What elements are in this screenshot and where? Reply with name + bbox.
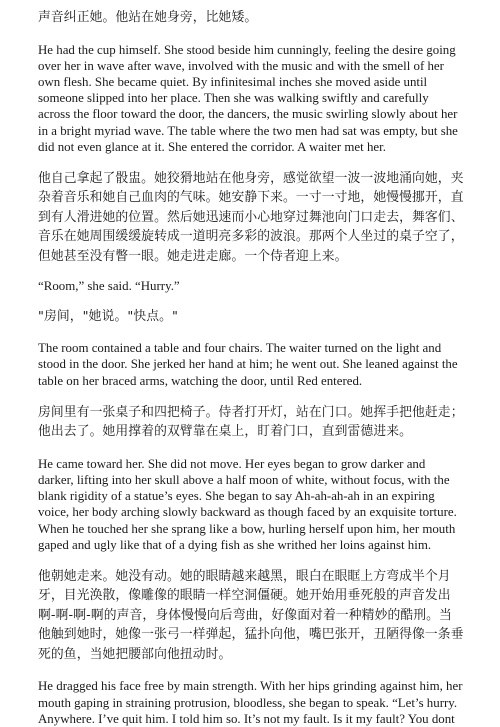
paragraph-en-5: He dragged his face free by main strength. With her hips grinding against him, her mouth gaping in straining protrusion, bloodless, she began to speak. “Let’s hurry. Anywhere. I’ve quit him. I told him so. It’s not my fault. Is it my fault? You dont [38,679,463,726]
paragraph-zh-2: 他自己拿起了骰盅。她狡猾地站在他身旁，感觉欲望一波一波地涌向她，夹杂着音乐和她自己血肉的气味。她安静下来。一寸一寸地，她慢慢挪开，直到有人滑进她的位置。然后她迅速而小心地穿过舞池向门口走去，舞客们、音乐在她周围缓缓旋转成一道明亮多彩的波浪。那两个人坐过的桌子空了，但她甚至没有瞥一眼。她走进走廊。一个侍者迎上来。 [38,170,464,264]
paragraph-zh-4: 房间里有一张桌子和四把椅子。侍者打开灯，站在门口。她挥手把他赶走；他出去了。她用撑着的双臂靠在桌上，盯着门口，直到雷德进来。 [38,404,464,440]
paragraph-zh-3: "房间，"她说。"快点。" [38,308,179,324]
paragraph-en-3: The room contained a table and four chairs. The waiter turned on the light and stood in the door. She jerked her hand at him; he went out. She leaned against the table on her braced arms, watching the door, until Red entered. [38,341,458,388]
paragraph-en-4: He came toward her. She did not move. Her eyes began to grow darker and darker, lifting into her skull above a half moon of white, without focus, with the blank rigidity of a statue’s eyes. She began to say Ah-ah-ah-ah in an expiring voice, her body arching slowly backward as though faced by an exquisite torture. When he touched her she sprang like a bow, hurling herself upon him, her mouth gaped and ugly like that of a dying fish as she writhed her loins against him. [38,456,457,552]
paragraph-zh-5: 他朝她走来。她没有动。她的眼睛越来越黑，眼白在眼眶上方弯成半个月牙，目光涣散，像雕像的眼睛一样空洞僵硬。她开始用垂死般的声音发出啊-啊-啊-啊的声音，身体慢慢向后弯曲，好像面对着一种精妙的酷刑。当他触到她时，她像一张弓一样弹起，猛扑向他，嘴巴张开，丑陋得像一条垂死的鱼，当她把腰部向他扭动时。 [38,568,464,662]
paragraph-en-1: He had the cup himself. She stood beside him cunningly, feeling the desire going over her in wave after wave, involved with the music and with the smell of her own flesh. She became quiet. By infinitesimal inches she moved aside until someone slipped into her place. Then she was walking swiftly and carefully across the floor toward the door, the dancers, the music swirling slowly about her in a bright myriad wave. The table where the two men had sat was empty, but she did not even glance at it. She entered the corridor. A waiter met her. [38,42,458,154]
paragraph-en-2: “Room,” she said. “Hurry.” [38,279,180,294]
paragraph-zh-1: 声音纠正她。他站在她身旁，比她矮。 [38,10,258,25]
